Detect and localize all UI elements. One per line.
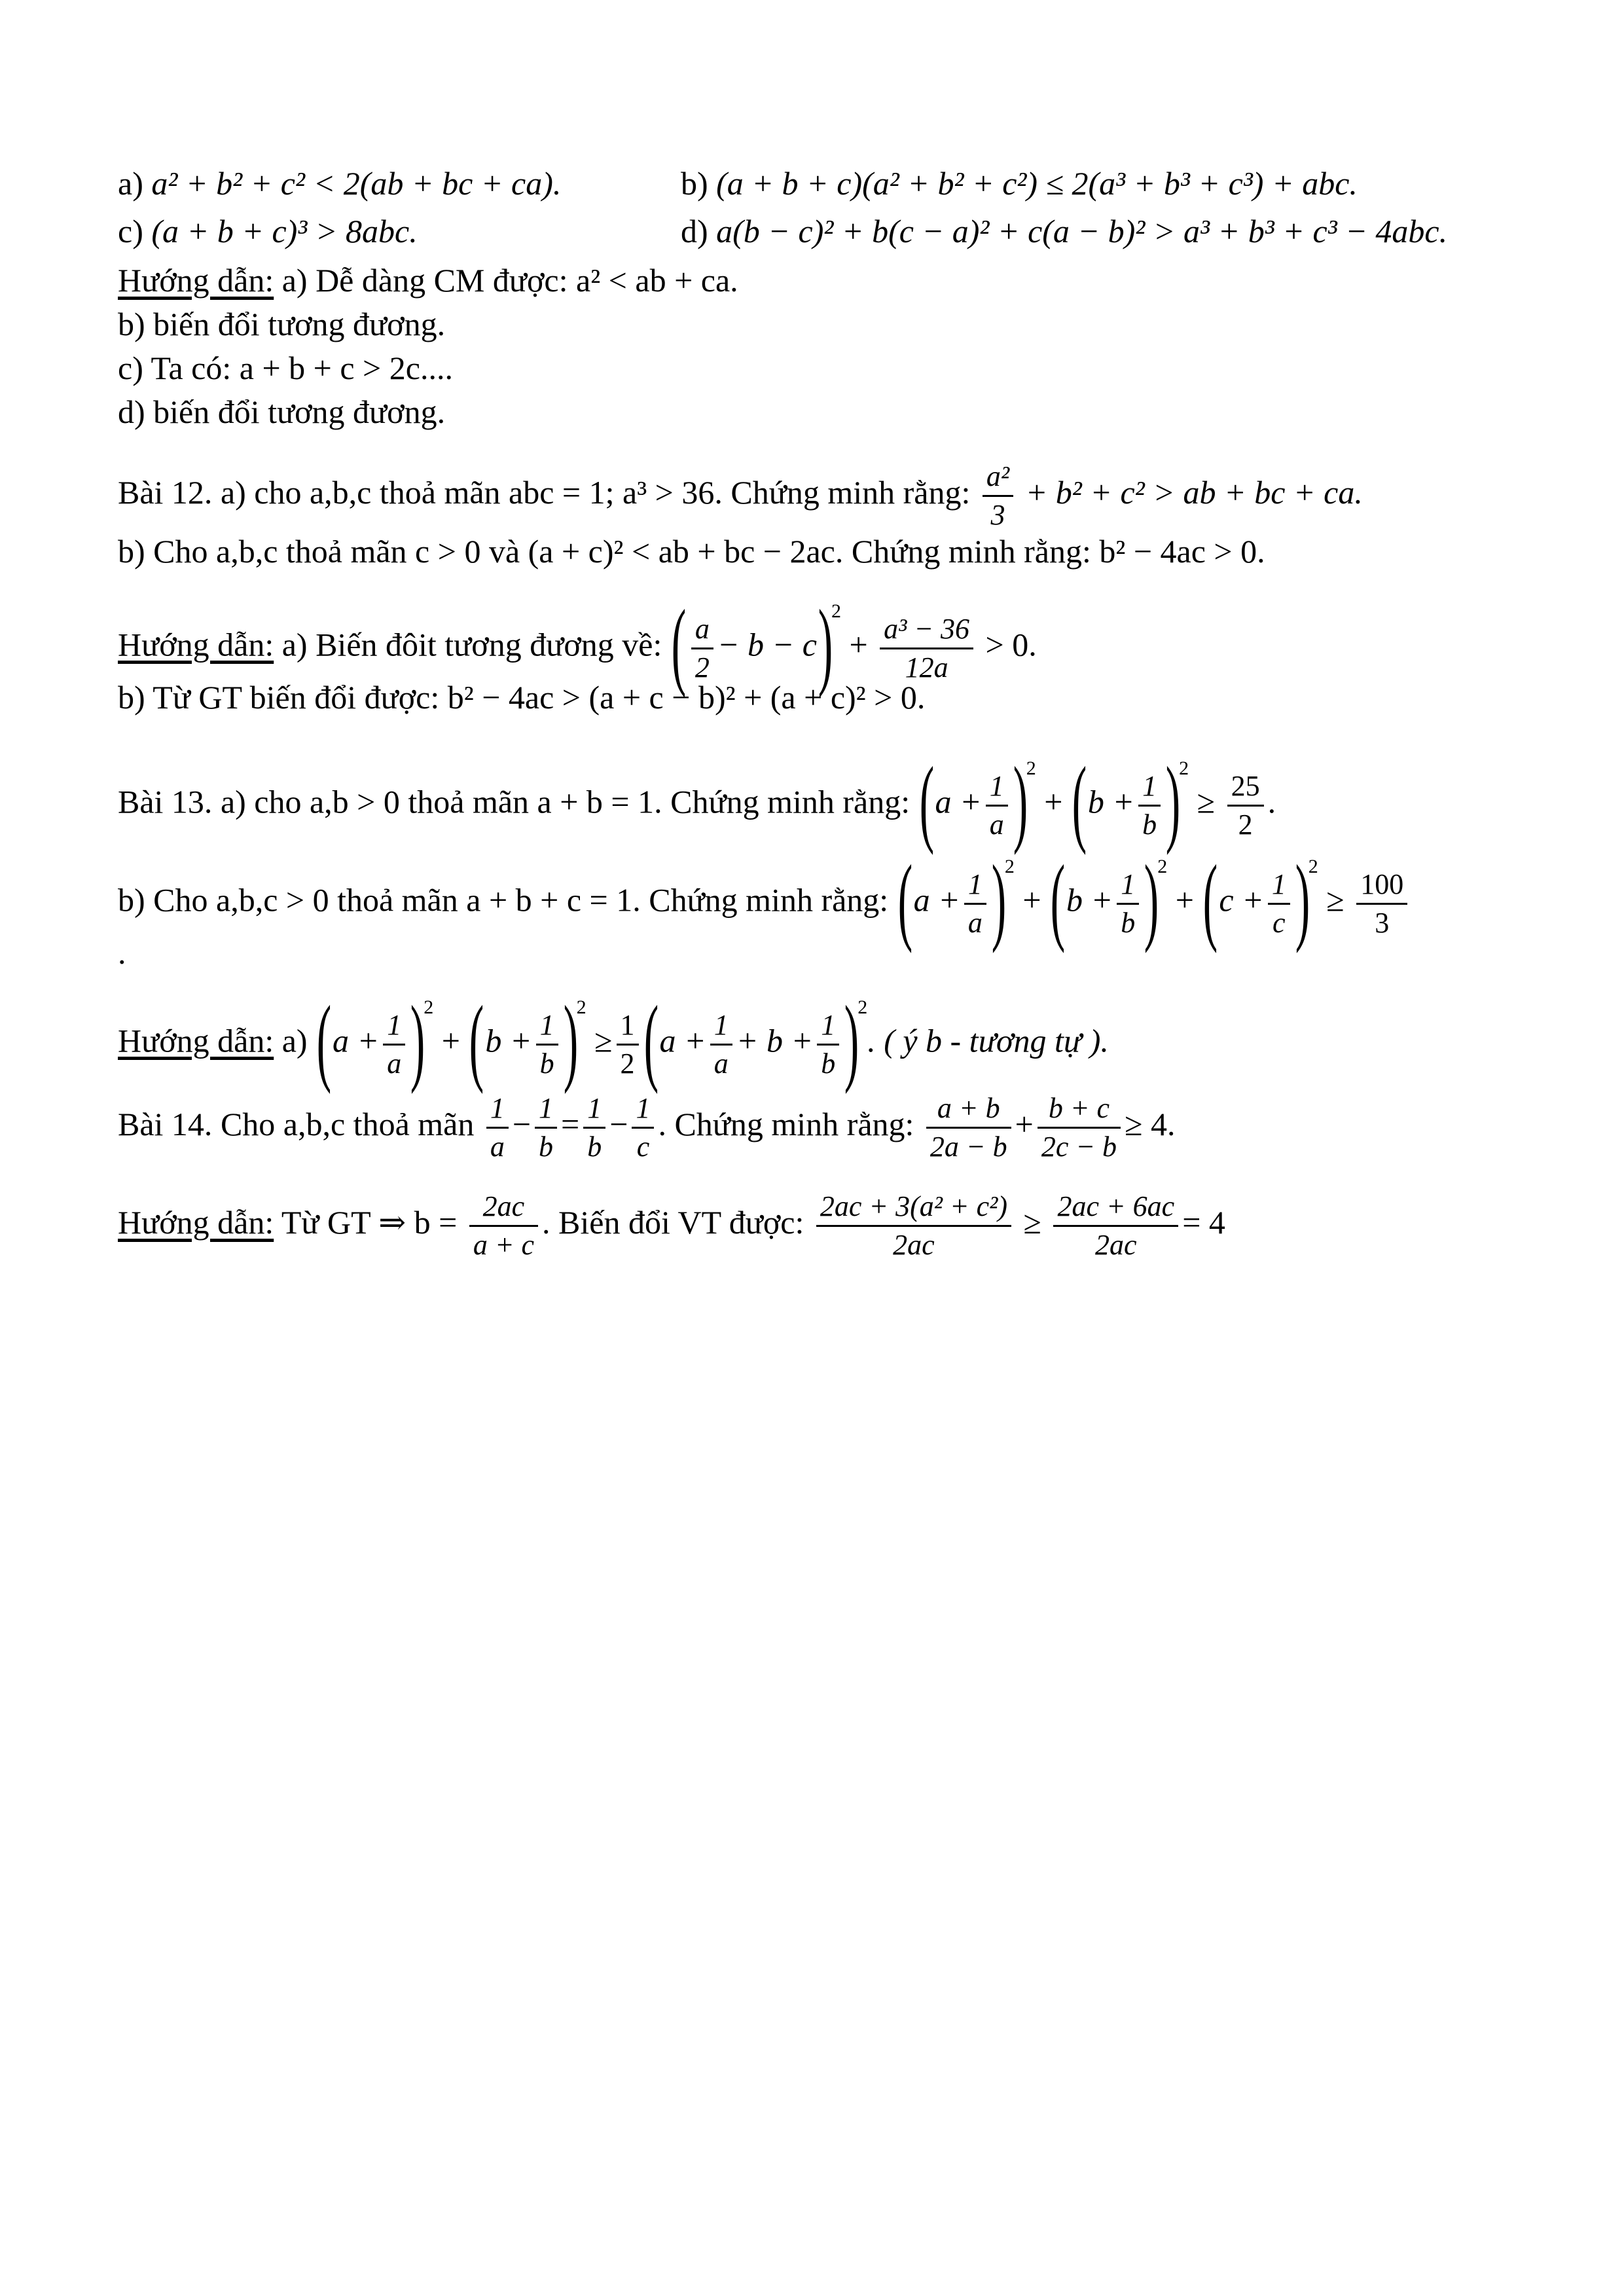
ex12-hint-mid: − b − c [717, 626, 817, 663]
ex11-a-expr: a² + b² + c² < 2(ab + bc + ca). [151, 165, 562, 202]
frac-den: 12a [905, 651, 948, 683]
power: 2 [1179, 757, 1189, 780]
frac-den: 2ac [893, 1229, 935, 1261]
frac-num: 1 [1268, 866, 1290, 905]
ex12-hint-a-text: a) Biến đôit tương đương về: [274, 626, 662, 663]
ex13-title: Bài 13. [118, 783, 213, 820]
ex11-b-item [681, 164, 1358, 203]
frac-num: 2ac + 6ac [1053, 1188, 1178, 1227]
frac-num: 1 [1117, 866, 1139, 905]
frac-den: b [821, 1047, 836, 1080]
frac-num: 1 [383, 1007, 405, 1046]
frac-num: 1 [1138, 768, 1161, 807]
frac-num: 1 [583, 1090, 605, 1129]
ex12-hint-frac2 [880, 611, 973, 686]
ex12-hint-frac1 [691, 611, 713, 686]
ex11-hint-a-text: a) Dễ dàng CM được: a² < ab + ca. [274, 262, 738, 299]
frac-den: b [587, 1131, 602, 1163]
ex12-part-a [118, 458, 1363, 534]
frac-den: b [539, 1047, 554, 1080]
ex11-row-cd [118, 211, 1448, 251]
ex13-hint: Hướng dẫn: a) (a + $\frac{1}{a}$ )$^2$ + (b + $\frac{1}{b}$ )$^2$ ≥ $\frac{1}{2}$ (a + $\frac{1}{a}$ + b + $\frac{1}{b}$ )$^2$. ( ý b - tương tự ). [118, 986, 1109, 1095]
frac-den: a [989, 808, 1004, 841]
ex14-hint-text: Từ GT ⇒ b = [274, 1203, 458, 1241]
ex13-part-a: Bài 13. a) cho a,b > 0 thoả mãn a + b = 1. Chứng minh rằng: (a + $\frac{1}{a}$ )$^2$ + (b + $\frac{1}{b}$ )$^2$ ≥ $\frac{25}{2}$ . [118, 747, 1276, 856]
ex12-hint-a: Hướng dẫn: a) Biến đôit tương đương về: ( $\frac{a}{2}$ − b − c)$^2$ + $\frac{\text{a³ − 36}}{12a}$ > 0. [118, 590, 1037, 699]
ex12-hint-tail: > 0. [985, 626, 1037, 663]
frac-num: 1 [617, 1007, 639, 1046]
frac-num: 1 [486, 1090, 509, 1129]
frac-num: 100 [1356, 866, 1407, 905]
frac-den: c [1272, 906, 1286, 939]
power: 2 [1308, 856, 1318, 878]
power: 2 [576, 996, 586, 1019]
frac-num: a + b [926, 1090, 1011, 1129]
frac-num: 2ac + 3(a² + c²) [816, 1188, 1011, 1227]
ex12-title: Bài 12. [118, 473, 213, 511]
ex13-a-text: a) cho a,b > 0 thoả mãn a + b = 1. Chứng minh rằng: [212, 783, 911, 820]
frac-den: b [1142, 808, 1157, 841]
frac-num: 2ac [469, 1188, 538, 1227]
ex14-hint-tail: = 4 [1182, 1203, 1225, 1241]
frac-num: 1 [535, 1090, 557, 1129]
ex13-b-text: b) Cho a,b,c > 0 thoả mãn a + b + c = 1. Chứng minh rằng: [118, 881, 889, 919]
ex12-a-fraction [983, 458, 1013, 534]
ex13-part-b: b) Cho a,b,c > 0 thoả mãn a + b + c = 1. Chứng minh rằng: (a + $\frac{1}{a}$ )$^2$ + (b + $\frac{1}{b}$ )$^2$ + (c + $\frac{1}{c}$ )$^2$ ≥ $\frac{100}{3}$ [118, 854, 1411, 953]
frac-den: a [713, 1047, 729, 1080]
frac-den: b [539, 1131, 554, 1163]
ex11-row-ab [118, 164, 1358, 203]
power: 2 [1004, 856, 1015, 878]
ex13-b-rhs [1356, 866, 1407, 941]
frac-den: c [636, 1131, 650, 1163]
ex11-hint-d: d) biến đổi tương đương. [118, 393, 446, 430]
frac-num: a³ − 36 [880, 611, 973, 649]
ex13-dot: . [118, 934, 126, 971]
ex12-part-b: b) Cho a,b,c thoả mãn c > 0 và (a + c)² < ab + bc − 2ac. Chứng minh rằng: b² − 4ac > 0. [118, 533, 1265, 570]
frac-den: a [490, 1131, 505, 1163]
ex14-title: Bài 14. [118, 1105, 213, 1142]
ex14-mid: . Chứng minh rằng: [658, 1105, 914, 1142]
frac-den: a [967, 906, 983, 939]
ex11-a-label: a) [118, 165, 143, 202]
ex11-b-label: b) [681, 165, 708, 202]
ex12-hint-label: Hướng dẫn: [118, 626, 274, 663]
frac-den: 2a − b [929, 1131, 1007, 1163]
ex14-hint-label: Hướng dẫn: [118, 1203, 274, 1241]
ex14-text: Cho a,b,c thoả mãn [212, 1105, 475, 1142]
ex13-hint-a-label: a) [274, 1022, 308, 1059]
frac-num: 1 [817, 1007, 839, 1046]
frac-den: 2 [620, 1047, 635, 1080]
ex12-hint-b: b) Từ GT biến đổi được: b² − 4ac > (a + c − b)² + (a + c)² > 0. [118, 679, 926, 716]
ex14-tail: ≥ 4. [1125, 1105, 1176, 1142]
frac-den: a + c [473, 1229, 535, 1261]
ex11-c-expr: (a + b + c)³ > 8abc. [151, 213, 418, 249]
ex12-a-text: a) cho a,b,c thoả mãn abc = 1; a³ > 36. Chứng minh rằng: [212, 473, 971, 511]
power: 2 [831, 600, 841, 623]
frac-num: 1 [632, 1090, 654, 1129]
frac-num: b + c [1038, 1090, 1121, 1129]
ex11-c-label: c) [118, 213, 143, 249]
left-paren: ( [671, 590, 687, 699]
ex13-hint-label: Hướng dẫn: [118, 1022, 274, 1059]
ex11-d-expr: a(b − c)² + b(c − a)² + c(a − b)² > a³ + b³ + c³ − 4abc. [716, 213, 1448, 249]
ex11-hint-c: c) Ta có: a + b + c > 2c.... [118, 350, 453, 386]
frac-den: 3 [990, 499, 1005, 531]
power: 2 [1026, 757, 1036, 780]
frac-den: b [1121, 906, 1136, 939]
ex11-hint-a [118, 261, 738, 300]
power: 2 [857, 996, 868, 1019]
ex11-hint-b: b) biến đổi tương đương. [118, 306, 446, 342]
ex13-a-rhs [1227, 768, 1264, 843]
frac-den: 2 [1238, 808, 1253, 841]
frac-den: 3 [1375, 906, 1390, 939]
ex14-hint-mid: . Biến đổi VT được: [542, 1203, 804, 1241]
frac-den: a [387, 1047, 402, 1080]
ex11-hint-label: Hướng dẫn: [118, 262, 274, 299]
ex13-hint-tail: . ( ý b - tương tự ). [867, 1022, 1109, 1059]
frac-num: a [691, 611, 713, 649]
frac-num: 1 [536, 1007, 558, 1046]
ex11-d-label: d) [681, 213, 708, 249]
ex14-statement: Bài 14. Cho a,b,c thoả mãn $\frac{1}{a}$ − $\frac{1}{b}$ = $\frac{1}{b}$ − $\frac{1}{c}$ . Chứng minh rằng: $\frac{a + b}{2a - b}$ + $\frac{b + c}{2c - b}$ ≥ 4. [118, 1090, 1176, 1165]
frac-num: 1 [964, 866, 986, 905]
ex11-b-expr: (a + b + c)(a² + b² + c²) ≤ 2(a³ + b³ + c³) + abc. [716, 165, 1358, 202]
ex14-hint: Hướng dẫn: Từ GT ⇒ b = $\frac{2ac}{a + c}$ . Biến đổi VT được: $\frac{\text{2ac + 3(a² + c²)}}{2ac}$ ≥ $\frac{2ac + 6ac}{2ac}$ = 4 [118, 1188, 1225, 1264]
ex12-a-tail: + b² + c² > ab + bc + ca. [1025, 473, 1363, 511]
power: 2 [1157, 856, 1168, 878]
ex11-d-item [681, 211, 1447, 251]
frac-num: 25 [1227, 768, 1264, 807]
right-paren: ) [818, 590, 833, 699]
frac-num: a² [983, 458, 1013, 497]
frac-den: 2c − b [1041, 1131, 1117, 1163]
frac-num: 1 [710, 1007, 732, 1046]
frac-num: 1 [986, 768, 1008, 807]
frac-den: 2ac [1095, 1229, 1137, 1261]
power: 2 [424, 996, 434, 1019]
frac-den: 2 [695, 651, 710, 683]
